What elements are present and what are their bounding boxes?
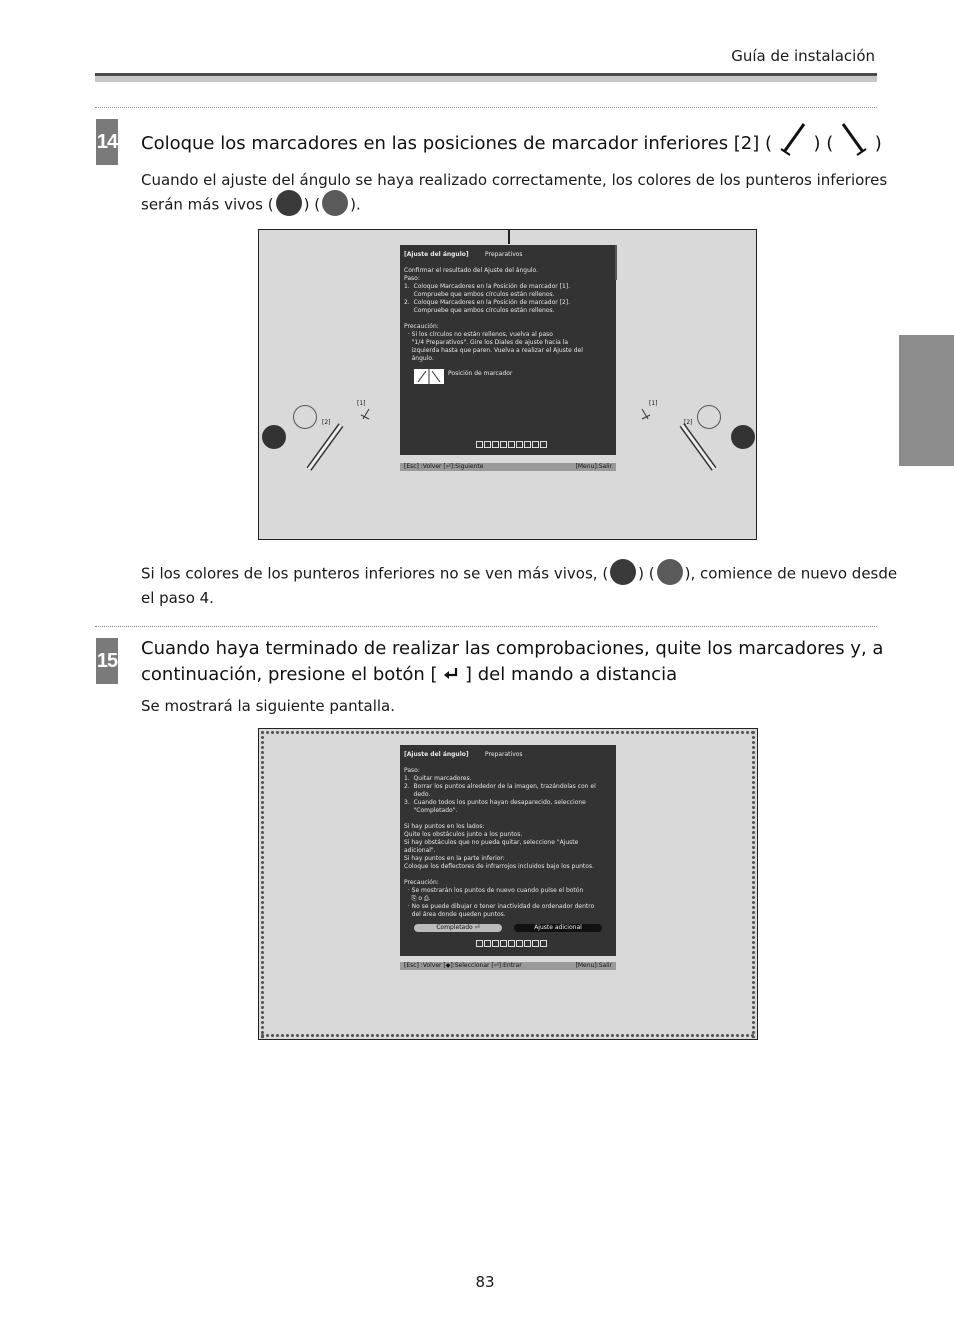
body-text: ), comience de nuevo desde xyxy=(684,564,898,583)
panel-line xyxy=(404,871,612,879)
panel-line: Si hay puntos en la parte inferior: xyxy=(404,855,505,862)
body-text: ). xyxy=(350,195,361,214)
panel-line: dedo. xyxy=(404,791,431,798)
marker-left-icon xyxy=(778,122,808,158)
panel-line: 2. Borrar los puntos alrededor de la imagen, trazándolas con el xyxy=(404,783,596,790)
step-14-body-line1: Cuando el ajuste del ángulo se haya realizado correctamente, los colores de los punteros inferiores xyxy=(141,171,888,189)
divider xyxy=(95,107,877,108)
tick-mark xyxy=(508,230,510,244)
gray-pointer-icon xyxy=(322,190,348,216)
gray-pointer-icon xyxy=(657,559,683,585)
body-text: Si los colores de los punteros inferiores no se ven más vivos, ( xyxy=(141,564,609,583)
page-number: 83 xyxy=(475,1273,495,1291)
completed-button[interactable]: Completado ⏎ xyxy=(414,924,502,932)
dot-border-right xyxy=(751,730,756,1038)
panel-line: · No se puede dibujar o tener inactividad de ordenador dentro xyxy=(404,903,595,910)
panel-text xyxy=(404,267,612,363)
screenshot-angle-check xyxy=(258,229,757,540)
dark-pointer-icon xyxy=(610,559,636,585)
enter-icon xyxy=(443,667,459,681)
panel-line: 3. Cuando todos los puntos hayan desaparecido, seleccione xyxy=(404,799,586,806)
dialog-panel xyxy=(400,745,616,956)
title-text-end: ) xyxy=(874,133,882,154)
panel-line: 1. Quitar marcadores. xyxy=(404,775,472,782)
panel-line xyxy=(404,815,612,823)
progress-squares xyxy=(476,441,548,451)
dot-border-left xyxy=(260,730,265,1038)
footer-right: [Menu]:Salir xyxy=(575,962,612,969)
panel-line: Precaución: xyxy=(404,323,439,330)
panel-line: · Si los círculos no están rellenos, vuelva al paso xyxy=(404,331,553,338)
title-text: ] del mando a distancia xyxy=(465,664,678,685)
label-2-right: [2] xyxy=(684,419,693,426)
header-rule-shade xyxy=(95,76,877,82)
panel-line: 2. Coloque Marcadores en la Posición de marcador [2]. xyxy=(404,299,571,306)
panel-line: del área donde queden puntos. xyxy=(404,911,506,918)
additional-adjust-button[interactable]: Ajuste adicional xyxy=(514,924,602,932)
step-number-14: 14 xyxy=(96,119,118,165)
panel-line: ángulo. xyxy=(404,355,434,362)
panel-line: adicional". xyxy=(404,847,436,854)
panel-line: 1. Coloque Marcadores en la Posición de marcador [1]. xyxy=(404,283,571,290)
footer-left: [Esc] :Volver [⏎]:Siguiente xyxy=(404,463,484,470)
panel-footer xyxy=(400,463,616,471)
marker-position-label: Posición de marcador xyxy=(448,370,513,377)
label-2-left: [2] xyxy=(322,419,331,426)
dark-pointer-icon xyxy=(276,190,302,216)
panel-line: Confirmar el resultado del Ajuste del ángulo. xyxy=(404,267,539,274)
panel-footer xyxy=(400,962,616,970)
step-14-after-line1 xyxy=(141,561,897,587)
pen-marker-right-icon xyxy=(634,405,734,475)
panel-line: ⎘ o ⎙. xyxy=(404,895,431,902)
panel-line: Coloque los deflectores de infrarrojos incluidos bajo los puntos. xyxy=(404,863,594,870)
footer-right: [Menu]:Salir xyxy=(575,463,612,470)
screenshot-remove-markers xyxy=(258,728,758,1040)
title-text: continuación, presione el botón [ xyxy=(141,664,438,685)
panel-line: izquierda hasta que paren. Vuelva a realizar el Ajuste del xyxy=(404,347,583,354)
body-text: ) ( xyxy=(303,195,321,214)
label-1-right: [1] xyxy=(649,400,658,407)
panel-line: Compruebe que ambos círculos están rellenos. xyxy=(404,307,555,314)
panel-line: Quite los obstáculos junto a los puntos. xyxy=(404,831,523,838)
step-15-title-line2 xyxy=(141,662,677,688)
dot-border-top xyxy=(260,730,756,735)
title-text-mid: ) ( xyxy=(813,133,834,154)
divider xyxy=(95,626,877,627)
step-14-title xyxy=(141,126,882,162)
panel-line: Si hay obstáculos que no pueda quitar, seleccione "Ajuste xyxy=(404,839,579,846)
title-text: Coloque los marcadores en las posiciones de marcador inferiores [2] ( xyxy=(141,133,773,154)
filled-circle-right xyxy=(731,425,755,449)
scrollbar xyxy=(615,245,617,280)
step-number-15: 15 xyxy=(96,638,118,684)
marker-position-icon xyxy=(414,369,444,384)
panel-line: · Se mostrarán los puntos de nuevo cuando pulse el botón xyxy=(404,887,584,894)
panel-text xyxy=(404,767,612,919)
dot-border-bottom xyxy=(260,1033,756,1038)
progress-squares xyxy=(476,940,548,950)
panel-line: Si hay puntos en los lados: xyxy=(404,823,485,830)
panel-line: Precaución: xyxy=(404,879,439,886)
running-header: Guía de instalación xyxy=(731,47,875,65)
step-14-after-line2: el paso 4. xyxy=(141,589,214,607)
panel-title: [Ajuste del ángulo] xyxy=(404,251,469,258)
panel-line: Compruebe que ambos círculos están rellenos. xyxy=(404,291,555,298)
marker-right-icon xyxy=(839,122,869,158)
panel-line: Paso: xyxy=(404,767,420,774)
pen-marker-left-icon xyxy=(299,405,399,475)
section-side-tab xyxy=(899,335,954,466)
panel-title: [Ajuste del ángulo] xyxy=(404,751,469,758)
panel-line: "1/4 Preparativos". Gire los Diales de ajuste hacia la xyxy=(404,339,569,346)
panel-tab: Preparativos xyxy=(485,251,523,258)
panel-line: "Completado". xyxy=(404,807,458,814)
body-text: serán más vivos ( xyxy=(141,195,274,214)
step-14-body-line2 xyxy=(141,192,361,218)
dialog-panel xyxy=(400,245,616,455)
footer-left: [Esc] :Volver [◆]:Seleccionar [⏎]:Entrar xyxy=(404,962,522,969)
step-15-body: Se mostrará la siguiente pantalla. xyxy=(141,697,395,715)
panel-line: Paso: xyxy=(404,275,420,282)
panel-line xyxy=(404,315,612,323)
panel-tab: Preparativos xyxy=(485,751,523,758)
label-1-left: [1] xyxy=(357,400,366,407)
step-15-title-line1: Cuando haya terminado de realizar las comprobaciones, quite los marcadores y, a xyxy=(141,638,884,659)
body-text: ) ( xyxy=(638,564,655,583)
filled-circle-left xyxy=(262,425,286,449)
